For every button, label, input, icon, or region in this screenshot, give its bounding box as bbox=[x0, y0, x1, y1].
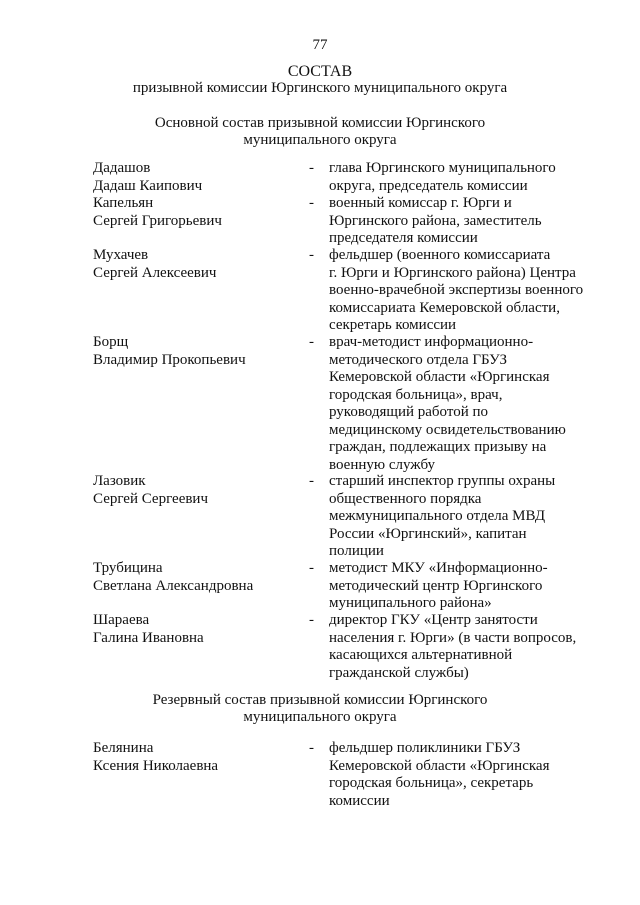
member-name bbox=[93, 247, 216, 282]
member-description-line: военную службу bbox=[329, 456, 436, 473]
member-description-line: общественного порядка bbox=[329, 490, 482, 507]
member-dash: - bbox=[309, 247, 314, 263]
member-description bbox=[329, 560, 589, 613]
member-description-line: комиссариата Кемеровской области, bbox=[329, 299, 560, 316]
member-description-line: военный комиссар г. Юрги и bbox=[329, 195, 512, 211]
member-description-line: муниципального района» bbox=[329, 595, 492, 611]
member-given-name: Галина Ивановна bbox=[93, 629, 204, 646]
member-description-line: Юргинского района, заместитель bbox=[329, 212, 542, 229]
member-description-line: г. Юрги и Юргинского района) Центра bbox=[329, 264, 576, 281]
member-description-line: руководящий работой по bbox=[329, 404, 489, 420]
member-description-line: военно-врачебной экспертизы военного bbox=[329, 282, 584, 298]
member-surname: Шараева bbox=[93, 612, 150, 628]
member-description bbox=[329, 195, 589, 248]
member-description-line: городская больница», секретарь bbox=[329, 775, 534, 791]
member-description bbox=[329, 612, 589, 682]
member-dash: - bbox=[309, 612, 314, 628]
member-dash: - bbox=[309, 473, 314, 489]
member-description bbox=[329, 247, 589, 335]
member-description-line: Кемеровской области «Юргинская bbox=[329, 369, 550, 385]
member-description-line: секретарь комиссии bbox=[329, 317, 457, 333]
member-description-line: гражданской службы) bbox=[329, 664, 469, 681]
member-description-line: касающихся альтернативной bbox=[329, 647, 513, 663]
member-description bbox=[329, 473, 589, 561]
member-description-line: директор ГКУ «Центр занятости bbox=[329, 612, 538, 628]
member-description-line: России «Юргинский», капитан bbox=[329, 525, 527, 542]
member-description-line: населения г. Юрги» (в части вопросов, bbox=[329, 629, 577, 646]
page-number: 77 bbox=[312, 37, 328, 53]
member-description-line: городская больница», врач, bbox=[329, 386, 503, 403]
member-description bbox=[329, 334, 589, 474]
main-section-heading-line2: муниципального округа bbox=[243, 132, 397, 148]
member-given-name: Дадаш Каипович bbox=[93, 177, 203, 194]
member-description-line: полиции bbox=[329, 543, 384, 559]
member-description-line: врач-методист информационно- bbox=[329, 334, 534, 350]
member-given-name: Светлана Александровна bbox=[93, 577, 254, 594]
member-description-line: медицинскому освидетельствованию bbox=[329, 421, 566, 438]
member-surname: Лазовик bbox=[93, 473, 146, 489]
document-title: СОСТАВ bbox=[287, 63, 353, 80]
member-name bbox=[93, 740, 218, 775]
member-description-line: методический центр Юргинского bbox=[329, 577, 543, 594]
member-description-line: фельдшер (военного комиссариата bbox=[329, 247, 551, 263]
reserve-section-heading-line1: Резервный состав призывной комиссии Юргинского bbox=[152, 692, 488, 708]
member-description-line: методического отдела ГБУЗ bbox=[329, 351, 508, 368]
member-description-line: граждан, подлежащих призыву на bbox=[329, 439, 547, 455]
member-description bbox=[329, 740, 589, 810]
member-given-name: Сергей Алексеевич bbox=[93, 264, 217, 281]
member-dash: - bbox=[309, 334, 314, 350]
member-given-name: Ксения Николаевна bbox=[93, 757, 219, 774]
member-name bbox=[93, 334, 246, 369]
reserve-section-heading-line2: муниципального округа bbox=[243, 709, 397, 725]
main-section-heading-line1: Основной состав призывной комиссии Юргинского bbox=[154, 115, 486, 131]
member-description-line: методист МКУ «Информационно- bbox=[329, 560, 548, 576]
member-description-line: межмуниципального отдела МВД bbox=[329, 508, 546, 524]
member-surname: Мухачев bbox=[93, 247, 149, 263]
member-given-name: Владимир Прокопьевич bbox=[93, 351, 246, 368]
member-given-name: Сергей Сергеевич bbox=[93, 490, 209, 507]
member-description-line: округа, председатель комиссии bbox=[329, 177, 528, 194]
member-given-name: Сергей Григорьевич bbox=[93, 212, 222, 229]
member-dash: - bbox=[309, 740, 314, 756]
member-description-line: фельдшер поликлиники ГБУЗ bbox=[329, 740, 521, 756]
member-description-line: старший инспектор группы охраны bbox=[329, 473, 556, 489]
member-name bbox=[93, 560, 253, 595]
member-dash: - bbox=[309, 560, 314, 576]
member-surname: Борщ bbox=[93, 334, 129, 350]
member-description-line: комиссии bbox=[329, 792, 390, 809]
member-description-line: Кемеровской области «Юргинская bbox=[329, 757, 550, 774]
member-surname: Трубицина bbox=[93, 560, 163, 576]
member-description bbox=[329, 160, 589, 195]
member-description-line: председателя комиссии bbox=[329, 230, 478, 246]
member-name bbox=[93, 612, 204, 647]
document-subtitle: призывной комиссии Юргинского муниципального округа bbox=[132, 80, 508, 96]
member-dash: - bbox=[309, 195, 314, 211]
member-dash: - bbox=[309, 160, 314, 176]
member-surname: Белянина bbox=[93, 740, 154, 756]
member-surname: Капельян bbox=[93, 195, 154, 211]
member-description-line: глава Юргинского муниципального bbox=[329, 160, 556, 176]
member-name bbox=[93, 160, 202, 195]
member-surname: Дадашов bbox=[93, 160, 151, 176]
member-name bbox=[93, 473, 208, 508]
member-name bbox=[93, 195, 222, 230]
